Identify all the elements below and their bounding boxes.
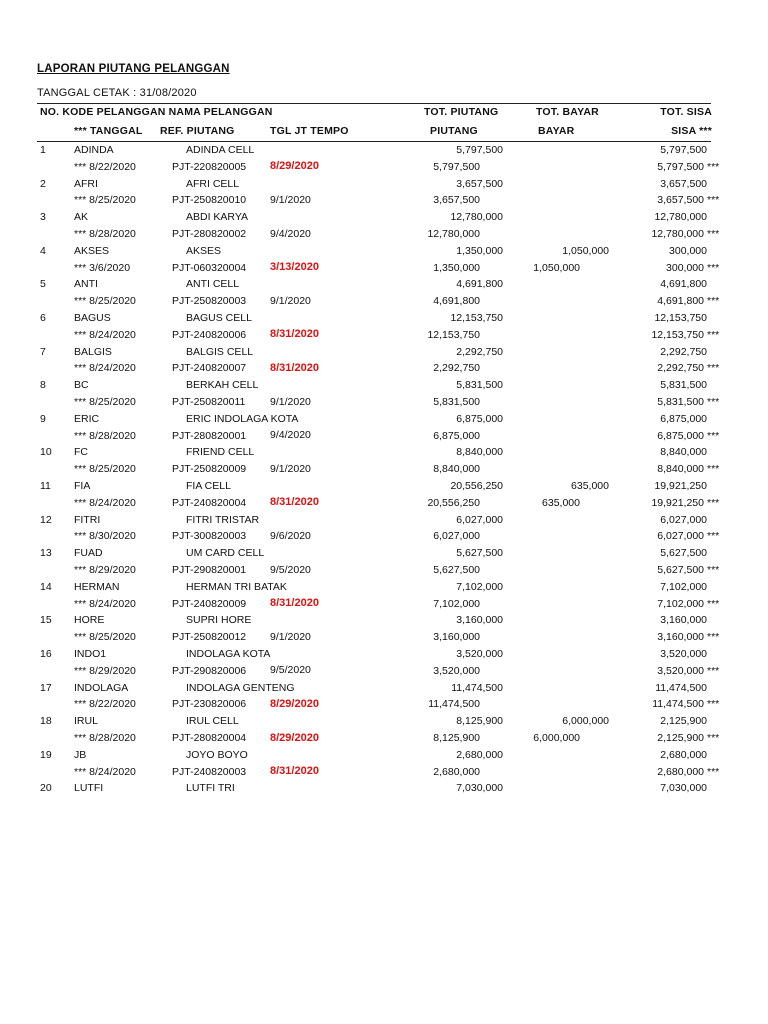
customer-nama: IRUL CELL	[186, 715, 239, 728]
invoice-tanggal: *** 8/24/2020	[74, 362, 136, 375]
invoice-sisa-stars: ***	[707, 160, 720, 173]
customer-kode: FUAD	[74, 547, 103, 560]
customer-nama: BALGIS CELL	[186, 345, 254, 358]
invoice-piutang: 20,556,250	[427, 496, 480, 509]
customer-kode: FIA	[74, 480, 91, 492]
invoice-ref: PJT-230820006	[172, 698, 247, 711]
invoice-bayar: 1,050,000	[533, 261, 580, 274]
customer-tot-piutang: 5,831,500	[456, 379, 503, 392]
customer-kode: BALGIS	[74, 345, 112, 358]
invoice-tanggal: *** 8/24/2020	[74, 328, 136, 341]
customer-tot-sisa: 5,797,500	[660, 144, 707, 156]
invoice-ref: PJT-240820009	[172, 597, 247, 610]
customer-nama: HERMAN TRI BATAK	[186, 580, 287, 593]
customer-tot-sisa: 3,657,500	[660, 177, 707, 190]
invoice-ref: PJT-250820012	[172, 631, 247, 644]
invoice-sisa-stars: ***	[707, 732, 720, 744]
invoice-tanggal: *** 8/25/2020	[74, 463, 136, 476]
customer-tot-sisa: 4,691,800	[660, 278, 707, 291]
invoice-piutang: 3,160,000	[433, 631, 480, 644]
invoice-tanggal: *** 8/29/2020	[74, 564, 136, 576]
invoice-sisa-value: 19,921,250	[651, 496, 704, 509]
customer-tot-piutang: 8,840,000	[456, 446, 503, 459]
customer-no: 2	[40, 177, 46, 190]
customer-no: 14	[40, 580, 52, 593]
invoice-sisa	[657, 765, 729, 779]
customer-tot-sisa: 19,921,250	[654, 480, 707, 492]
customer-tot-sisa: 3,520,000	[660, 648, 707, 660]
invoice-sisa	[657, 294, 729, 308]
invoice-sisa-value: 5,797,500	[657, 160, 704, 173]
customer-tot-piutang: 12,153,750	[450, 312, 503, 324]
invoice-piutang: 12,153,750	[427, 328, 480, 341]
customer-nama: ABDI KARYA	[186, 211, 249, 224]
customer-tot-sisa: 5,627,500	[660, 547, 707, 560]
header-bayar: BAYAR	[538, 125, 575, 137]
invoice-sisa-stars: ***	[707, 295, 720, 308]
invoice-jatuh-tempo: 9/1/2020	[270, 395, 311, 408]
invoice-sisa-stars: ***	[707, 261, 720, 274]
invoice-sisa-stars: ***	[707, 530, 720, 543]
customer-tot-piutang: 3,160,000	[456, 614, 503, 627]
customer-no: 7	[40, 345, 46, 358]
invoice-sisa	[657, 429, 729, 443]
invoice-tanggal: *** 8/28/2020	[74, 429, 136, 442]
customer-nama: FRIEND CELL	[186, 446, 255, 459]
report-title: LAPORAN PIUTANG PELANGGAN	[37, 63, 230, 75]
customer-tot-piutang: 2,680,000	[456, 748, 503, 761]
customer-tot-piutang: 7,030,000	[456, 782, 503, 795]
invoice-ref: PJT-240820007	[172, 362, 247, 375]
customer-kode: LUTFI	[74, 782, 104, 795]
customer-nama: JOYO BOYO	[186, 748, 248, 761]
invoice-sisa-value: 8,840,000	[657, 463, 704, 476]
invoice-sisa	[657, 664, 729, 678]
invoice-piutang: 1,350,000	[433, 261, 480, 274]
invoice-sisa-stars: ***	[707, 228, 720, 240]
invoice-ref: PJT-240820004	[172, 496, 247, 509]
invoice-sisa-value: 2,125,900	[657, 732, 704, 744]
customer-tot-sisa: 6,875,000	[660, 412, 707, 425]
customer-kode: IRUL	[74, 715, 98, 728]
invoice-sisa-value: 3,520,000	[657, 664, 704, 677]
invoice-ref: PJT-250820003	[172, 295, 247, 308]
invoice-sisa-value: 3,657,500	[657, 194, 704, 207]
customer-tot-sisa: 12,153,750	[654, 312, 707, 324]
invoice-sisa	[657, 630, 729, 644]
invoice-piutang: 5,797,500	[433, 160, 480, 173]
customer-kode: INDO1	[74, 648, 107, 660]
customer-nama: FIA CELL	[186, 480, 231, 492]
customer-no: 1	[40, 144, 46, 156]
customer-tot-bayar: 635,000	[571, 480, 609, 492]
invoice-tanggal: *** 8/25/2020	[74, 396, 136, 408]
customer-no: 6	[40, 312, 46, 324]
invoice-sisa	[666, 261, 729, 275]
customer-no: 9	[40, 412, 46, 425]
customer-no: 8	[40, 379, 46, 392]
customer-kode: ERIC	[74, 412, 100, 425]
invoice-piutang: 6,875,000	[433, 429, 480, 442]
invoice-sisa	[657, 361, 729, 375]
invoice-sisa	[657, 462, 729, 476]
customer-kode: ADINDA	[74, 144, 114, 156]
invoice-ref: PJT-290820006	[172, 664, 247, 677]
invoice-tanggal: *** 3/6/2020	[74, 261, 131, 274]
invoice-sisa-value: 4,691,800	[657, 295, 704, 308]
customer-tot-sisa: 2,680,000	[660, 748, 707, 761]
customer-nama: ANTI CELL	[186, 278, 240, 291]
customer-kode: HORE	[74, 614, 105, 627]
header-tgl-jt-tempo: TGL JT TEMPO	[270, 125, 349, 137]
customer-no: 17	[40, 681, 52, 694]
invoice-sisa-stars: ***	[707, 664, 720, 677]
customer-tot-piutang: 5,627,500	[456, 547, 503, 560]
invoice-ref: PJT-060320004	[172, 261, 247, 274]
invoice-sisa	[657, 563, 729, 577]
invoice-piutang: 2,292,750	[433, 362, 480, 375]
invoice-sisa-stars: ***	[707, 463, 720, 476]
customer-no: 19	[40, 748, 52, 761]
customer-nama: SUPRI HORE	[186, 614, 252, 627]
customer-tot-sisa: 8,840,000	[660, 446, 707, 459]
customer-tot-piutang: 5,797,500	[456, 144, 503, 156]
invoice-jatuh-tempo: 8/29/2020	[270, 731, 319, 744]
invoice-tanggal: *** 8/28/2020	[74, 228, 136, 240]
invoice-piutang: 2,680,000	[433, 765, 480, 778]
customer-kode: AK	[74, 211, 89, 224]
customer-kode: AKSES	[74, 244, 110, 257]
customer-kode: FITRI	[74, 513, 101, 526]
customer-nama: FITRI TRISTAR	[186, 513, 260, 526]
customer-tot-bayar: 1,050,000	[562, 244, 609, 257]
invoice-tanggal: *** 8/28/2020	[74, 732, 136, 744]
customer-kode: AFRI	[74, 177, 98, 190]
customer-no: 11	[40, 480, 51, 492]
customer-tot-bayar: 6,000,000	[562, 715, 609, 728]
invoice-jatuh-tempo: 9/1/2020	[270, 630, 311, 643]
invoice-sisa-value: 5,831,500	[657, 396, 704, 408]
customer-nama: LUTFI TRI	[186, 782, 235, 795]
customer-tot-sisa: 2,292,750	[660, 345, 707, 358]
customer-no: 18	[40, 715, 52, 728]
invoice-sisa-stars: ***	[707, 194, 720, 207]
customer-no: 5	[40, 278, 46, 291]
invoice-sisa	[657, 160, 729, 174]
header-tot-sisa: TOT. SISA	[660, 106, 712, 118]
header-no-kode-nama: NO. KODE PELANGGAN NAMA PELANGGAN	[40, 106, 273, 118]
invoice-bayar: 6,000,000	[533, 732, 580, 744]
invoice-sisa-value: 6,027,000	[657, 530, 704, 543]
invoice-sisa	[657, 395, 729, 409]
invoice-sisa-stars: ***	[707, 597, 720, 610]
invoice-jatuh-tempo: 9/4/2020	[270, 227, 311, 240]
header-sisa: SISA ***	[671, 125, 712, 137]
invoice-sisa-value: 7,102,000	[657, 597, 704, 610]
invoice-sisa-stars: ***	[707, 328, 720, 341]
customer-kode: ANTI	[74, 278, 98, 291]
customer-tot-sisa: 12,780,000	[654, 211, 707, 224]
customer-kode: BC	[74, 379, 89, 392]
invoice-sisa	[651, 496, 729, 510]
invoice-jatuh-tempo: 9/6/2020	[270, 529, 311, 542]
invoice-jatuh-tempo: 8/29/2020	[270, 697, 319, 710]
header-rule-top	[37, 103, 711, 104]
invoice-sisa-stars: ***	[707, 765, 720, 778]
invoice-piutang: 4,691,800	[433, 295, 480, 308]
invoice-piutang: 11,474,500	[428, 698, 480, 711]
invoice-sisa-stars: ***	[707, 362, 720, 375]
invoice-piutang: 3,657,500	[433, 194, 480, 207]
invoice-sisa-value: 3,160,000	[657, 631, 704, 644]
invoice-ref: PJT-250820011	[172, 396, 246, 408]
invoice-piutang: 8,125,900	[433, 732, 480, 744]
customer-tot-piutang: 4,691,800	[456, 278, 503, 291]
invoice-tanggal: *** 8/22/2020	[74, 160, 136, 173]
invoice-jatuh-tempo: 9/4/2020	[270, 429, 311, 442]
invoice-sisa-stars: ***	[707, 698, 720, 711]
invoice-ref: PJT-300820003	[172, 530, 247, 543]
invoice-jatuh-tempo: 8/31/2020	[270, 328, 319, 341]
header-tot-bayar: TOT. BAYAR	[536, 106, 599, 118]
customer-nama: UM CARD CELL	[186, 547, 265, 560]
print-date: TANGGAL CETAK : 31/08/2020	[37, 87, 197, 99]
invoice-ref: PJT-240820006	[172, 328, 247, 341]
invoice-piutang: 8,840,000	[433, 463, 480, 476]
customer-no: 4	[40, 244, 46, 257]
invoice-piutang: 5,627,500	[433, 564, 480, 576]
customer-no: 3	[40, 211, 46, 224]
customer-no: 10	[40, 446, 52, 459]
customer-tot-sisa: 300,000	[669, 244, 707, 257]
invoice-sisa-stars: ***	[707, 496, 720, 509]
customer-nama: AFRI CELL	[186, 177, 240, 190]
invoice-sisa-value: 2,292,750	[657, 362, 704, 375]
customer-no: 12	[40, 513, 52, 526]
customer-tot-piutang: 12,780,000	[450, 211, 503, 224]
invoice-ref: PJT-240820003	[172, 765, 247, 778]
customer-no: 13	[40, 547, 52, 560]
header-rule-bottom	[37, 141, 711, 142]
invoice-sisa-value: 12,780,000	[651, 228, 704, 240]
invoice-ref: PJT-280820001	[172, 429, 247, 442]
customer-kode: HERMAN	[74, 580, 120, 593]
customer-kode: JB	[74, 748, 87, 761]
invoice-piutang: 7,102,000	[433, 597, 480, 610]
invoice-piutang: 3,520,000	[433, 664, 480, 677]
invoice-sisa-value: 2,680,000	[657, 765, 704, 778]
invoice-sisa	[651, 328, 729, 342]
invoice-tanggal: *** 8/22/2020	[74, 698, 136, 711]
customer-kode: INDOLAGA	[74, 681, 129, 694]
header-tot-piutang: TOT. PIUTANG	[424, 106, 499, 118]
invoice-jatuh-tempo: 8/29/2020	[270, 160, 319, 173]
customer-tot-piutang: 7,102,000	[456, 580, 503, 593]
invoice-ref: PJT-220820005	[172, 160, 247, 173]
invoice-jatuh-tempo: 9/5/2020	[270, 664, 311, 677]
header-ref-piutang: REF. PIUTANG	[160, 125, 235, 137]
invoice-sisa-stars: ***	[707, 429, 720, 442]
invoice-tanggal: *** 8/25/2020	[74, 194, 136, 207]
customer-tot-sisa: 2,125,900	[660, 715, 707, 728]
header-tanggal: *** TANGGAL	[74, 125, 143, 137]
invoice-jatuh-tempo: 9/1/2020	[270, 462, 311, 475]
invoice-ref: PJT-290820001	[172, 564, 247, 576]
invoice-bayar: 635,000	[542, 496, 580, 509]
customer-nama: ERIC INDOLAGA KOTA	[186, 412, 299, 425]
invoice-sisa-value: 12,153,750	[651, 328, 704, 341]
customer-nama: BERKAH CELL	[186, 379, 259, 392]
invoice-jatuh-tempo: 8/31/2020	[270, 765, 319, 778]
invoice-sisa	[657, 731, 729, 745]
customer-tot-piutang: 3,520,000	[456, 648, 503, 660]
customer-no: 20	[40, 782, 52, 795]
invoice-tanggal: *** 8/24/2020	[74, 496, 136, 509]
invoice-tanggal: *** 8/24/2020	[74, 597, 136, 610]
invoice-jatuh-tempo: 8/31/2020	[270, 361, 319, 374]
invoice-piutang: 5,831,500	[433, 396, 480, 408]
customer-kode: FC	[74, 446, 88, 459]
customer-no: 16	[40, 648, 52, 660]
customer-kode: BAGUS	[74, 312, 111, 324]
customer-tot-piutang: 6,027,000	[456, 513, 503, 526]
customer-tot-piutang: 6,875,000	[456, 412, 503, 425]
invoice-tanggal: *** 8/25/2020	[74, 631, 136, 644]
invoice-jatuh-tempo: 8/31/2020	[270, 496, 319, 509]
customer-tot-sisa: 11,474,500	[655, 681, 707, 694]
invoice-sisa-value: 11,474,500	[652, 698, 704, 711]
customer-nama: INDOLAGA GENTENG	[186, 681, 295, 694]
invoice-ref: PJT-280820004	[172, 732, 247, 744]
invoice-jatuh-tempo: 3/13/2020	[270, 261, 319, 274]
invoice-piutang: 12,780,000	[427, 228, 480, 240]
invoice-sisa	[657, 529, 729, 543]
customer-nama: AKSES	[186, 244, 222, 257]
header-piutang: PIUTANG	[430, 125, 478, 137]
customer-tot-sisa: 3,160,000	[660, 614, 707, 627]
invoice-sisa	[657, 193, 729, 207]
invoice-sisa-value: 6,875,000	[657, 429, 704, 442]
invoice-sisa-value: 300,000	[666, 261, 704, 274]
customer-tot-piutang: 2,292,750	[456, 345, 503, 358]
invoice-sisa-value: 5,627,500	[657, 564, 704, 576]
invoice-jatuh-tempo: 9/1/2020	[270, 193, 311, 206]
invoice-ref: PJT-250820009	[172, 463, 247, 476]
customer-tot-piutang: 11,474,500	[451, 681, 503, 694]
invoice-tanggal: *** 8/24/2020	[74, 765, 136, 778]
customer-tot-sisa: 7,102,000	[660, 580, 707, 593]
customer-tot-sisa: 7,030,000	[660, 782, 707, 795]
customer-nama: INDOLAGA KOTA	[186, 648, 271, 660]
invoice-jatuh-tempo: 9/5/2020	[270, 563, 311, 576]
customer-nama: BAGUS CELL	[186, 312, 252, 324]
invoice-tanggal: *** 8/30/2020	[74, 530, 136, 543]
customer-tot-sisa: 5,831,500	[660, 379, 707, 392]
invoice-ref: PJT-250820010	[172, 194, 247, 207]
customer-no: 15	[40, 614, 52, 627]
invoice-ref: PJT-280820002	[172, 228, 247, 240]
invoice-sisa	[657, 597, 729, 611]
invoice-sisa-stars: ***	[707, 564, 720, 576]
customer-nama: ADINDA CELL	[186, 144, 255, 156]
customer-tot-piutang: 3,657,500	[456, 177, 503, 190]
invoice-tanggal: *** 8/25/2020	[74, 295, 136, 308]
invoice-jatuh-tempo: 9/1/2020	[270, 294, 311, 307]
customer-tot-piutang: 8,125,900	[456, 715, 503, 728]
customer-tot-sisa: 6,027,000	[660, 513, 707, 526]
invoice-jatuh-tempo: 8/31/2020	[270, 597, 319, 610]
invoice-sisa	[652, 697, 729, 711]
invoice-piutang: 6,027,000	[433, 530, 480, 543]
invoice-sisa	[651, 227, 729, 241]
invoice-tanggal: *** 8/29/2020	[74, 664, 136, 677]
customer-tot-piutang: 20,556,250	[450, 480, 503, 492]
invoice-sisa-stars: ***	[707, 396, 720, 408]
invoice-sisa-stars: ***	[707, 631, 720, 644]
customer-tot-piutang: 1,350,000	[456, 244, 503, 257]
